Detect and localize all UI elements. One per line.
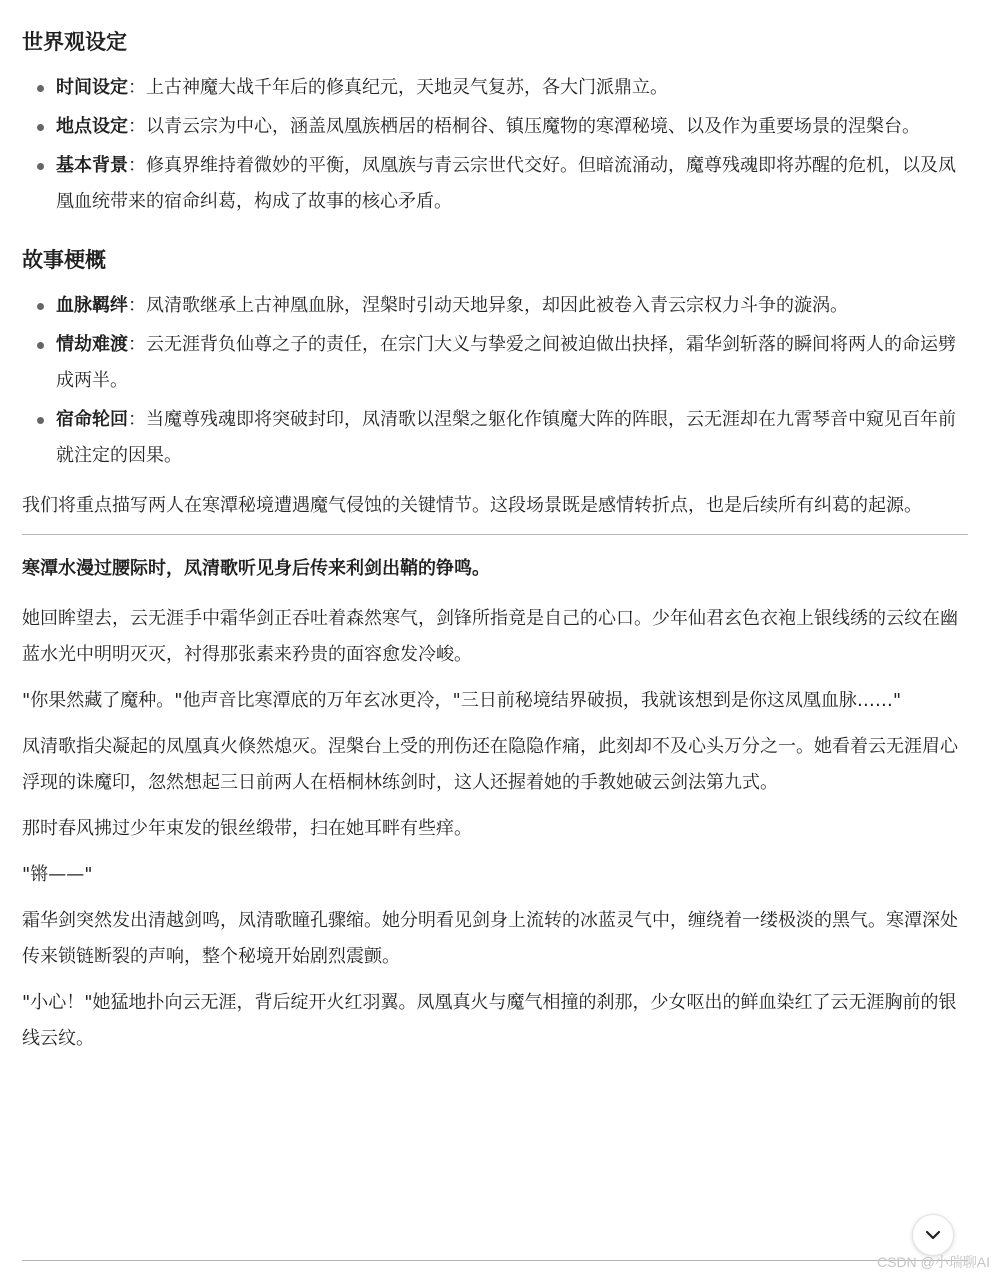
item-text: ：凤清歌继承上古神凰血脉，涅槃时引动天地异象，却因此被卷入青云宗权力斗争的漩涡。 (128, 295, 848, 316)
item-label: 情劫难渡 (56, 334, 128, 355)
story-paragraph: "锵——" (22, 864, 93, 885)
item-label: 地点设定 (56, 116, 128, 137)
article-content (22, 24, 968, 1067)
list-item (22, 288, 968, 324)
story-paragraph: "小心！"她猛地扑向云无涯，背后绽开火红羽翼。凤凰真火与魔气相撞的刹那，少女呕出的鲜血染红了云无涯胸前的银线云纹。 (22, 992, 957, 1049)
watermark: CSDN @小瑞聊AI (877, 1254, 990, 1270)
story-paragraph: "你果然藏了魔种。"他声音比寒潭底的万年玄冰更冷，"三日前秘境结界破损，我就该想到是你这凤凰血脉……" (22, 690, 902, 711)
list-item (22, 148, 968, 220)
list-item (22, 109, 968, 145)
section-heading-worldview: 世界观设定 (22, 30, 127, 54)
section-heading-synopsis: 故事梗概 (22, 248, 106, 272)
scroll-down-button[interactable] (912, 1214, 954, 1256)
story-paragraph: 她回眸望去，云无涯手中霜华剑正吞吐着森然寒气，剑锋所指竟是自己的心口。少年仙君玄色衣袍上银线绣的云纹在幽蓝水光中明明灭灭，衬得那张素来矜贵的面容愈发冷峻。 (22, 608, 958, 665)
list-item (22, 327, 968, 399)
synopsis-list (22, 288, 968, 474)
list-item (22, 70, 968, 106)
item-text: ：修真界维持着微妙的平衡，凤凰族与青云宗世代交好。但暗流涌动，魔尊残魂即将苏醒的危机，以及凤凰血统带来的宿命纠葛，构成了故事的核心矛盾。 (56, 155, 956, 212)
item-text: ：以青云宗为中心，涵盖凤凰族栖居的梧桐谷、镇压魔物的寒潭秘境、以及作为重要场景的涅槃台。 (128, 116, 920, 137)
story-paragraph: 凤清歌指尖凝起的凤凰真火倏然熄灭。涅槃台上受的刑伤还在隐隐作痛，此刻却不及心头万分之一。她看着云无涯眉心浮现的诛魔印，忽然想起三日前两人在梧桐林练剑时，这人还握着她的手教她破云剑法第九式。 (22, 736, 958, 793)
item-label: 宿命轮回 (56, 409, 128, 430)
bottom-divider (22, 1260, 968, 1261)
item-label: 血脉羁绊 (56, 295, 128, 316)
story-paragraph: 那时春风拂过少年束发的银丝缎带，扫在她耳畔有些痒。 (22, 818, 472, 839)
worldview-list (22, 70, 968, 220)
item-text: ：上古神魔大战千年后的修真纪元，天地灵气复苏，各大门派鼎立。 (128, 77, 668, 98)
list-item (22, 402, 968, 474)
story-paragraph: 霜华剑突然发出清越剑鸣，凤清歌瞳孔骤缩。她分明看见剑身上流转的冰蓝灵气中，缠绕着一缕极淡的黑气。寒潭深处传来锁链断裂的声响，整个秘境开始剧烈震颤。 (22, 910, 958, 967)
story-lead: 寒潭水漫过腰际时，凤清歌听见身后传来利剑出鞘的铮鸣。 (22, 558, 490, 579)
item-label: 基本背景 (56, 155, 128, 176)
section-divider (22, 534, 968, 535)
item-text: ：云无涯背负仙尊之子的责任，在宗门大义与挚爱之间被迫做出抉择，霜华剑斩落的瞬间将两人的命运劈成两半。 (56, 334, 956, 391)
chevron-down-icon (923, 1225, 943, 1245)
item-text: ：当魔尊残魂即将突破封印，凤清歌以涅槃之躯化作镇魔大阵的阵眼，云无涯却在九霄琴音中窥见百年前就注定的因果。 (56, 409, 956, 466)
intro-paragraph: 我们将重点描写两人在寒潭秘境遭遇魔气侵蚀的关键情节。这段场景既是感情转折点，也是后续所有纠葛的起源。 (22, 495, 922, 516)
item-label: 时间设定 (56, 77, 128, 98)
